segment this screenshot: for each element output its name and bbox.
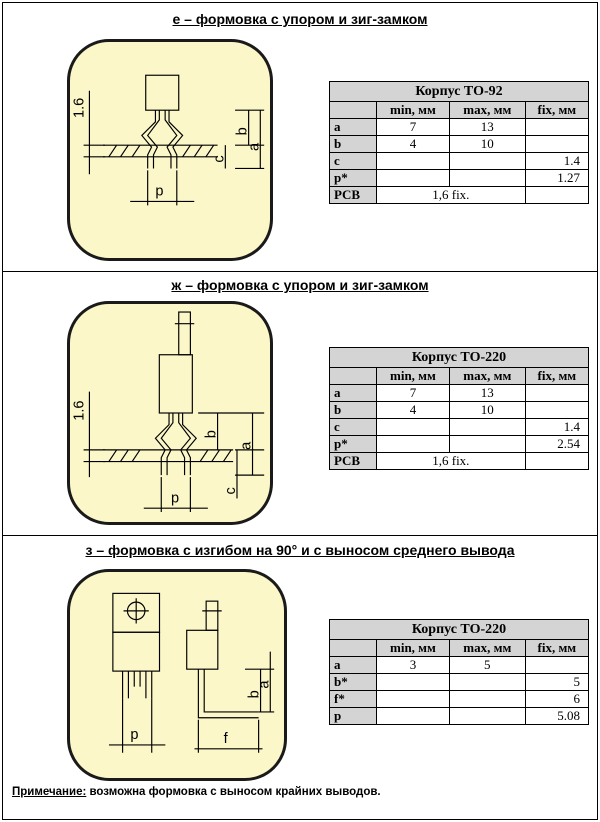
table-row: b 4 10 <box>330 136 589 153</box>
header-max: max, мм <box>449 640 525 657</box>
header-min: min, мм <box>377 368 450 385</box>
label-thickness: 1.6 <box>71 400 88 421</box>
table-row: a 3 5 <box>330 657 589 674</box>
table-caption: Корпус ТО-220 <box>330 620 589 640</box>
forming-diagram-z <box>70 572 284 778</box>
component-tab-side <box>206 601 218 630</box>
table-row-pcb: PCB 1,6 fix. <box>330 453 589 470</box>
table-row: a 7 13 <box>330 385 589 402</box>
header-fix: fix, мм <box>525 368 588 385</box>
component-tab <box>179 312 191 355</box>
header-empty <box>330 640 377 657</box>
label-a: a <box>238 441 255 450</box>
label-a: a <box>246 142 263 151</box>
table-row: c 1.4 <box>330 419 589 436</box>
label-b: b <box>234 127 251 136</box>
table-row: p* 1.27 <box>330 170 589 187</box>
drawing-z-to220 <box>67 569 287 781</box>
header-empty <box>330 368 377 385</box>
header-max: max, мм <box>449 368 525 385</box>
label-b: b <box>246 690 263 699</box>
header-fix: fix, мм <box>525 102 588 119</box>
header-empty <box>330 102 377 119</box>
label-a: a <box>256 680 273 689</box>
table-row-pcb: PCB 1,6 fix. <box>330 187 589 204</box>
table-caption: Корпус ТО-220 <box>330 348 589 368</box>
label-b: b <box>203 430 220 439</box>
section-z-title: з – формовка с изгибом на 90° и с выносом среднего вывода <box>85 542 515 558</box>
component-body <box>159 355 192 413</box>
drawing-zh-to220 <box>67 301 273 525</box>
footnote-label: Примечание: <box>12 786 87 798</box>
table-row: p 5.08 <box>330 708 589 725</box>
table-row: f* 6 <box>330 691 589 708</box>
section-e <box>2 2 598 272</box>
table-row: c 1.4 <box>330 153 589 170</box>
label-thickness: 1.6 <box>71 97 88 118</box>
section-z <box>2 535 598 820</box>
component-body <box>146 75 179 110</box>
label-c: c <box>223 487 240 495</box>
footnote <box>12 786 381 798</box>
header-min: min, мм <box>377 640 450 657</box>
spec-table-zh <box>329 347 589 470</box>
label-f: f <box>223 731 228 748</box>
spec-table-e <box>329 81 589 204</box>
table-row: b 4 10 <box>330 402 589 419</box>
header-max: max, мм <box>449 102 525 119</box>
component-body-front <box>113 632 160 671</box>
forming-diagram-zh <box>70 304 270 522</box>
section-zh-title: ж – формовка с упором и зиг-замком <box>171 277 429 293</box>
header-fix: fix, мм <box>525 640 588 657</box>
forming-diagram-e <box>70 42 270 258</box>
table-row: b* 5 <box>330 674 589 691</box>
section-e-title: е – формовка с упором и зиг-замком <box>172 11 428 27</box>
table-row: p* 2.54 <box>330 436 589 453</box>
label-c: c <box>211 155 228 163</box>
table-row: a 7 13 <box>330 119 589 136</box>
label-p: p <box>130 727 139 744</box>
label-p: p <box>155 183 164 200</box>
label-p: p <box>170 490 180 507</box>
footnote-text: возможна формовка с выносом крайних выводов. <box>86 786 381 798</box>
header-min: min, мм <box>377 102 450 119</box>
spec-table-z <box>329 619 589 725</box>
table-caption: Корпус ТО-92 <box>330 82 589 102</box>
drawing-e-to92 <box>67 39 273 261</box>
section-zh <box>2 271 598 536</box>
component-body-side <box>187 630 218 669</box>
